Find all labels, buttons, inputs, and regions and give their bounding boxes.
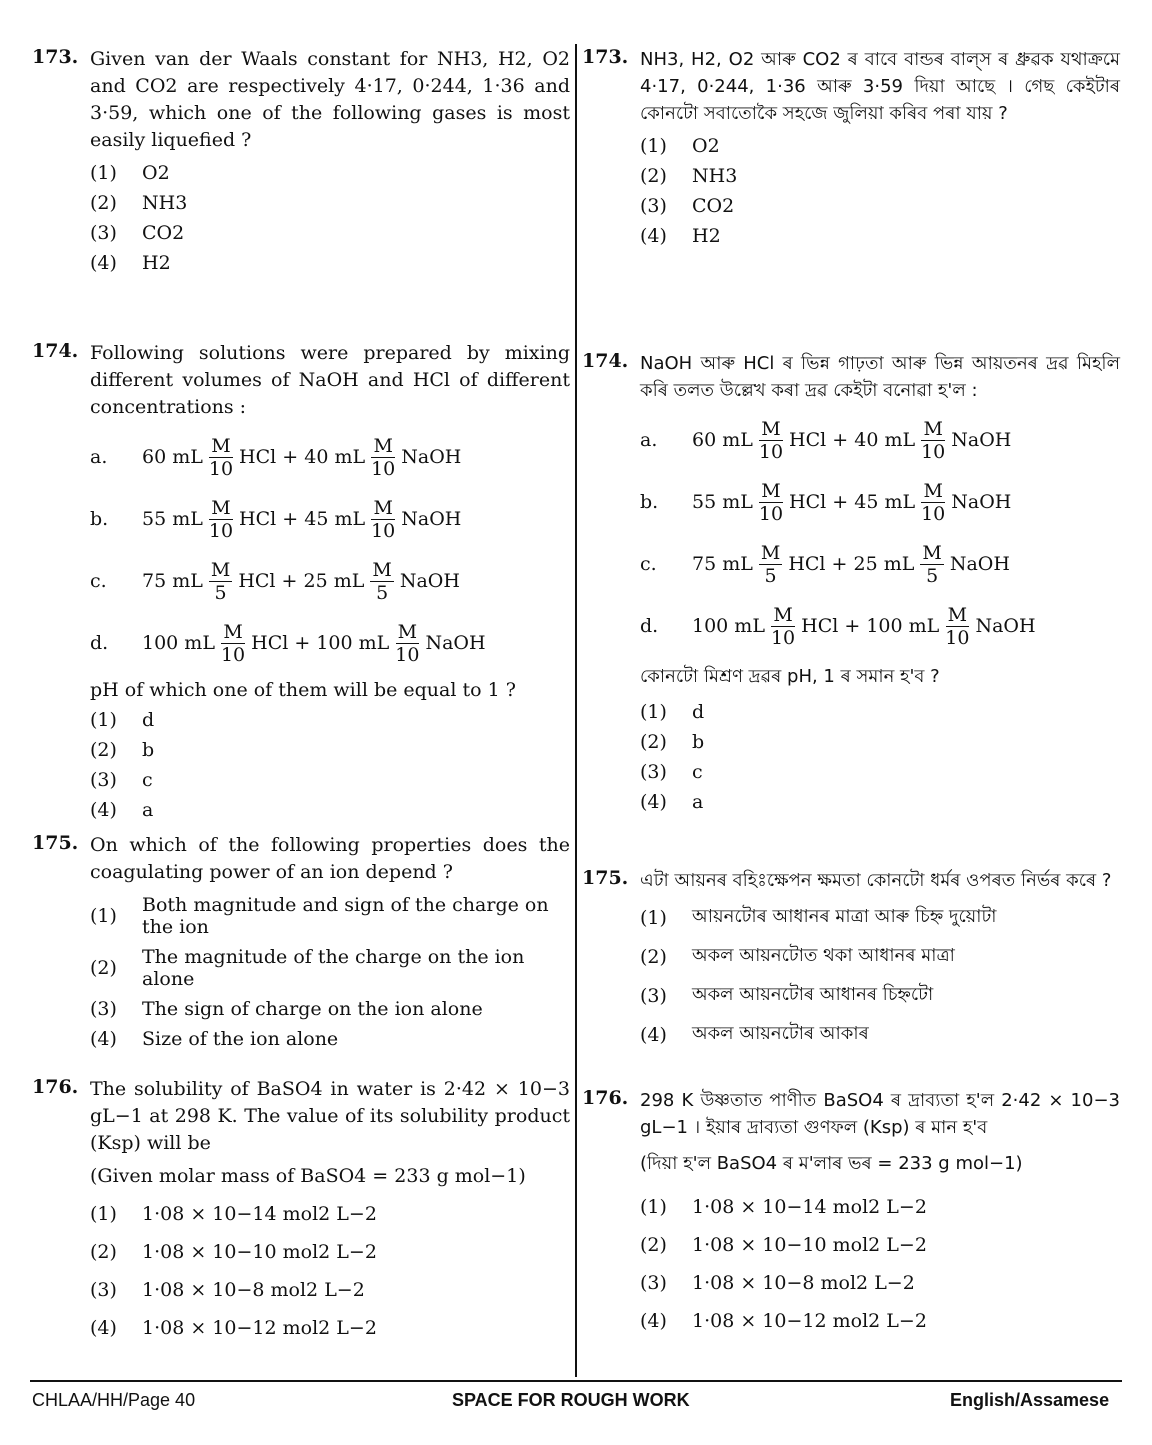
base-name: NaOH xyxy=(951,491,1012,513)
molarity-fraction: $\frac{M}{10}$ xyxy=(758,417,784,463)
base-name: NaOH xyxy=(951,429,1012,451)
hcl-plus-volume: HCl + 100 mL xyxy=(251,632,390,654)
hcl-plus-volume: HCl + 45 mL xyxy=(789,491,916,513)
option-3[interactable]: (3) c xyxy=(90,769,153,791)
molarity-fraction: $\frac{M}{10}$ xyxy=(395,620,420,666)
english-column xyxy=(32,46,570,1355)
question-175-en xyxy=(32,832,570,1064)
molarity-fraction: $\frac{M}{10}$ xyxy=(208,496,234,542)
molarity-fraction: $\frac{M}{10}$ xyxy=(220,620,246,666)
option-2[interactable]: (2) b xyxy=(640,731,705,753)
question-174-en xyxy=(32,340,570,820)
footer-rule xyxy=(30,1380,1122,1382)
question-176-en xyxy=(32,1076,570,1339)
assamese-column xyxy=(582,46,1120,1348)
option-1[interactable]: (1) Both magnitude and sign of the charge on the ion xyxy=(90,894,549,938)
option-2[interactable]: (2) NH3 xyxy=(640,165,738,187)
option-2[interactable]: (2) 1·08 × 10−10 mol2 L−2 xyxy=(90,1241,377,1263)
option-2[interactable]: (2) 1·08 × 10−10 mol2 L−2 xyxy=(640,1234,927,1256)
question-stem: NH3, H2, O2 আৰু CO2 ৰ বাবে বান্ডৰ বাল্‌স ৰ ধ্ৰুৱক যথাক্ৰমে 4·17, 0·244, 1·36 আৰু 3·59 দিয়া আছে । গেছ কেইটাৰ কোনটো সবাতোকৈ সহজে জুলিয়া কৰিব পৰা যায় ? xyxy=(640,49,1120,124)
volume-hcl: 75 mL xyxy=(142,570,203,592)
question-stem: এটা আয়নৰ বহিঃক্ষেপন ক্ষমতা কোনটো ধৰ্মৰ ওপৰত নিৰ্ভৰ কৰে ? xyxy=(640,870,1112,891)
option-list xyxy=(90,1203,570,1339)
question-prompt: কোনটো মিশ্ৰণ দ্ৰৱৰ pH, 1 ৰ সমান হ'ব ? xyxy=(640,666,940,687)
option-1[interactable]: (1) আয়নটোৰ আধানৰ মাত্ৰা আৰু চিহ্ন দুয়োটা xyxy=(640,906,997,929)
mixture-label: c. xyxy=(640,553,657,575)
mixture-label: b. xyxy=(640,491,659,513)
question-number: 174. xyxy=(582,350,629,372)
option-4[interactable]: (4) 1·08 × 10−12 mol2 L−2 xyxy=(640,1310,927,1332)
option-3[interactable]: (3) অকল আয়নটোৰ আধানৰ চিহ্নটো xyxy=(640,984,934,1007)
option-1[interactable]: (1) 1·08 × 10−14 mol2 L−2 xyxy=(640,1196,927,1218)
mixture-d xyxy=(90,617,570,669)
option-2[interactable]: (2) NH3 xyxy=(90,192,188,214)
molarity-fraction: $\frac{M}{10}$ xyxy=(758,479,784,525)
base-name: NaOH xyxy=(975,615,1036,637)
question-prompt: pH of which one of them will be equal to 1 ? xyxy=(90,679,516,701)
option-3[interactable]: (3) 1·08 × 10−8 mol2 L−2 xyxy=(640,1272,915,1294)
language-label: English/Assamese xyxy=(950,1390,1110,1410)
question-number: 175. xyxy=(32,832,79,854)
molarity-fraction: $\frac{M}{5}$ xyxy=(760,541,781,587)
question-173-en xyxy=(32,46,570,328)
mixture-c xyxy=(640,538,1120,590)
given-note: (দিয়া হ'ল BaSO4 ৰ ম'লাৰ ভৰ = 233 g mol−1) xyxy=(640,1153,1023,1174)
question-number: 176. xyxy=(32,1076,79,1098)
column-divider xyxy=(575,44,577,1377)
option-1[interactable]: (1) 1·08 × 10−14 mol2 L−2 xyxy=(90,1203,377,1225)
volume-hcl: 75 mL xyxy=(692,553,753,575)
option-3[interactable]: (3) CO2 xyxy=(90,222,185,244)
hcl-plus-volume: HCl + 40 mL xyxy=(789,429,916,451)
question-stem: NaOH আৰু HCl ৰ ভিন্ন গাঢ়তা আৰু ভিন্ন আয়তনৰ দ্ৰৱ মিহলি কৰি তলত উল্লেখ কৰা দ্ৰৱ কেইটা বনোৱা হ'ল : xyxy=(640,353,1120,401)
question-stem: Given van der Waals constant for NH3, H2, O2 and CO2 are respectively 4·17, 0·244, 1·36 and 3·59, which one of the following gases is most easily liquefied ? xyxy=(90,48,570,151)
option-list xyxy=(640,1196,1120,1332)
mixture-label: d. xyxy=(640,615,659,637)
option-1[interactable]: (1) O2 xyxy=(640,135,720,157)
option-2[interactable]: (2) b xyxy=(90,739,155,761)
molarity-fraction: $\frac{M}{10}$ xyxy=(921,417,946,463)
option-3[interactable]: (3) 1·08 × 10−8 mol2 L−2 xyxy=(90,1279,365,1301)
hcl-plus-volume: HCl + 100 mL xyxy=(801,615,940,637)
hcl-plus-volume: HCl + 45 mL xyxy=(239,508,366,530)
option-2[interactable]: (2) The magnitude of the charge on the ion alone xyxy=(90,946,525,990)
molarity-fraction: $\frac{M}{10}$ xyxy=(208,434,234,480)
option-4[interactable]: (4) a xyxy=(90,799,154,821)
option-2[interactable]: (2) অকল আয়নটোত থকা আধানৰ মাত্ৰা xyxy=(640,945,955,968)
option-4[interactable]: (4) a xyxy=(640,791,704,813)
molarity-fraction: $\frac{M}{10}$ xyxy=(371,434,396,480)
question-number: 173. xyxy=(582,46,629,68)
question-stem: On which of the following properties does the coagulating power of an ion depend ? xyxy=(90,834,570,883)
mixture-a xyxy=(640,414,1120,466)
volume-hcl: 55 mL xyxy=(692,491,753,513)
question-number: 175. xyxy=(582,867,629,889)
mixture-a xyxy=(90,431,570,483)
volume-hcl: 60 mL xyxy=(142,446,203,468)
question-number: 176. xyxy=(582,1087,629,1109)
base-name: NaOH xyxy=(401,508,462,530)
volume-hcl: 100 mL xyxy=(142,632,215,654)
rough-work-label: SPACE FOR ROUGH WORK xyxy=(452,1390,690,1410)
option-3[interactable]: (3) CO2 xyxy=(640,195,735,217)
option-1[interactable]: (1) d xyxy=(640,701,705,723)
volume-hcl: 60 mL xyxy=(692,429,753,451)
option-3[interactable]: (3) c xyxy=(640,761,703,783)
mixture-list xyxy=(90,431,570,669)
question-number: 174. xyxy=(32,340,79,362)
option-4[interactable]: (4) অকল আয়নটোৰ আকাৰ xyxy=(640,1023,869,1046)
question-174-as xyxy=(582,350,1120,855)
option-4[interactable]: (4) H2 xyxy=(640,225,721,247)
option-1[interactable]: (1) d xyxy=(90,709,155,731)
molarity-fraction: $\frac{M}{5}$ xyxy=(210,558,231,604)
mixture-c xyxy=(90,555,570,607)
mixture-list xyxy=(640,414,1120,652)
molarity-fraction: $\frac{M}{10}$ xyxy=(371,496,396,542)
option-4[interactable]: (4) Size of the ion alone xyxy=(90,1028,339,1050)
question-175-as xyxy=(582,867,1120,1075)
base-name: NaOH xyxy=(425,632,486,654)
hcl-plus-volume: HCl + 40 mL xyxy=(239,446,366,468)
hcl-plus-volume: HCl + 25 mL xyxy=(788,553,915,575)
mixture-label: d. xyxy=(90,632,109,654)
question-stem: 298 K উষ্ণতাত পাণীত BaSO4 ৰ দ্ৰাব্যতা হ'ল 2·42 × 10−3 gL−1 । ইয়াৰ দ্ৰাব্যতা গুণফল (Ksp) ৰ মান হ'ব xyxy=(640,1090,1120,1138)
mixture-d xyxy=(640,600,1120,652)
page-code: CHLAA/HH/Page 40 xyxy=(32,1390,196,1410)
molarity-fraction: $\frac{M}{10}$ xyxy=(770,603,796,649)
option-3[interactable]: (3) The sign of charge on the ion alone xyxy=(90,998,483,1020)
molarity-fraction: $\frac{M}{10}$ xyxy=(945,603,970,649)
mixture-label: a. xyxy=(90,446,108,468)
molarity-fraction: $\frac{M}{10}$ xyxy=(921,479,946,525)
volume-hcl: 55 mL xyxy=(142,508,203,530)
mixture-label: a. xyxy=(640,429,658,451)
given-note: (Given molar mass of BaSO4 = 233 g mol−1) xyxy=(90,1165,526,1187)
molarity-fraction: $\frac{M}{5}$ xyxy=(922,541,942,587)
base-name: NaOH xyxy=(401,446,462,468)
option-4[interactable]: (4) H2 xyxy=(90,252,171,274)
mixture-b xyxy=(640,476,1120,528)
volume-hcl: 100 mL xyxy=(692,615,765,637)
option-1[interactable]: (1) O2 xyxy=(90,162,170,184)
molarity-fraction: $\frac{M}{5}$ xyxy=(372,558,392,604)
question-176-as xyxy=(582,1087,1120,1332)
question-stem: Following solutions were prepared by mixing different volumes of NaOH and HCl of different concentrations : xyxy=(90,342,570,418)
hcl-plus-volume: HCl + 25 mL xyxy=(238,570,365,592)
option-4[interactable]: (4) 1·08 × 10−12 mol2 L−2 xyxy=(90,1317,377,1339)
question-173-as xyxy=(582,46,1120,338)
question-stem: The solubility of BaSO4 in water is 2·42 × 10−3 gL−1 at 298 K. The value of its solubility product (Ksp) will be xyxy=(90,1078,570,1154)
mixture-label: c. xyxy=(90,570,107,592)
mixture-label: b. xyxy=(90,508,109,530)
question-number: 173. xyxy=(32,46,79,68)
base-name: NaOH xyxy=(949,553,1010,575)
base-name: NaOH xyxy=(399,570,460,592)
mixture-b xyxy=(90,493,570,545)
